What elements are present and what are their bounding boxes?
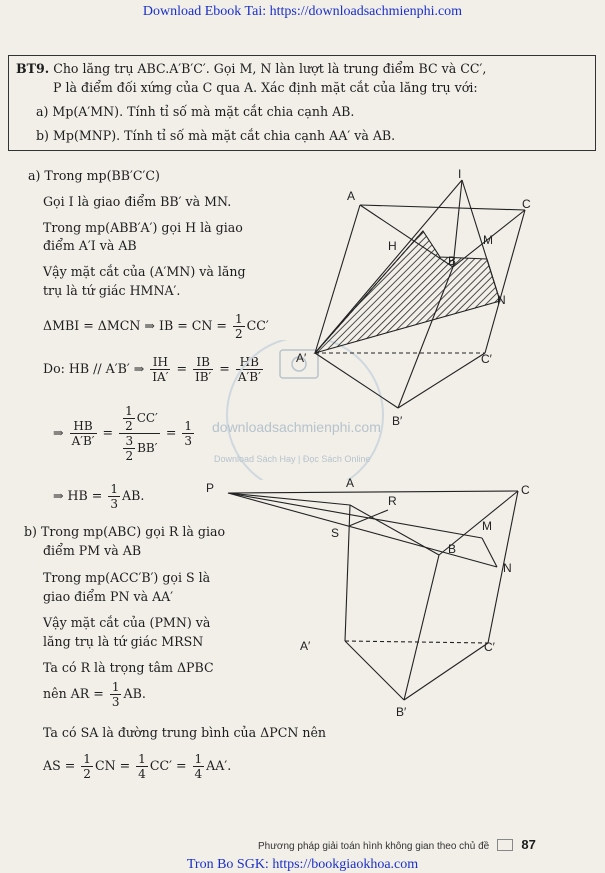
fig-a-label-c: C	[522, 197, 531, 211]
fig-b-label-r: R	[388, 494, 397, 508]
fig-a-label-b: B	[448, 254, 457, 268]
problem-line-1: Cho lăng trụ ABC.A′B′C′. Gọi M, N làn lượt là trung điểm BC và CC′,	[53, 61, 487, 76]
equation-triangle-congruence	[43, 312, 269, 341]
equation-hb-ratio: ⇒ $\frac{HB}{A'B'}$ = $\frac{1}{2}$ CC′ $\frac{3}{2}$ BB′ = $\frac{1}{3}$	[53, 404, 193, 463]
fig-b-label-a1: A′	[300, 639, 311, 653]
fig-b-label-b1: B′	[396, 705, 407, 719]
fraction-as-quarter-2: $\frac{1}{4}$	[194, 752, 203, 781]
solution-a-line-2: Trong mp(ABB′A′) gọi H là giao	[43, 220, 243, 235]
fig-a-label-m: M	[483, 233, 493, 247]
footer-title: Phương pháp giải toán hình không gian theo chủ đề	[258, 841, 490, 852]
fig-a-label-c1: C′	[481, 352, 492, 366]
solution-a-line-1: Gọi I là giao điểm BB′ và MN.	[43, 194, 232, 209]
fig-b-label-a: A	[346, 476, 355, 490]
equation-as: AS = $\frac{1}{2}$ CN = $\frac{1}{4}$ CC′ = $\frac{1}{4}$ AA′.	[43, 752, 232, 781]
solution-a-line-3: điểm A′I và AB	[43, 238, 137, 253]
solution-b-line-7: Ta có R là trọng tâm ΔPBC	[43, 660, 214, 675]
fraction-compound: $\frac{1}{2}$ CC′ $\frac{3}{2}$ BB′	[119, 404, 160, 463]
problem-part-a: a) Mp(A′MN). Tính tỉ số mà mặt cắt chia cạnh AB.	[36, 104, 355, 119]
fraction-ih-ia: $\frac{IH}{IA'}$	[152, 355, 169, 384]
fig-b-label-b: B	[448, 542, 457, 556]
fig-b-label-c1: C′	[484, 640, 495, 654]
fraction-hb-third: $\frac{1}{3}$	[110, 482, 119, 511]
page-number: 87	[521, 837, 536, 852]
solution-a-line-5: trụ là tứ giác HMNA′.	[43, 283, 181, 298]
fraction-ar-third: $\frac{1}{3}$	[111, 680, 120, 709]
solution-a-line-4: Vậy mặt cắt của (A′MN) và lăng	[43, 264, 246, 279]
solution-b-line-3: Trong mp(ACC′B′) gọi S là	[43, 570, 211, 585]
fig-a-label-b1: B′	[392, 414, 403, 428]
figure-b-edges	[228, 491, 518, 700]
fraction-hb-ab: $\frac{HB}{A'B'}$	[237, 355, 261, 384]
page-footer	[258, 834, 536, 853]
fig-a-label-a: A	[347, 189, 356, 203]
solution-b-line-2: điểm PM và AB	[43, 543, 142, 558]
eq1-right: CC′	[246, 318, 269, 333]
fig-b-label-n: N	[503, 561, 512, 575]
solution-b-line-1: b) Trong mp(ABC) gọi R là giao	[24, 524, 226, 539]
solution-b-line-6: lăng trụ là tứ giác MRSN	[43, 634, 204, 649]
equation-hb-result: ⇒ HB = $\frac{1}{3}$ AB.	[53, 482, 145, 511]
header-download-link[interactable]: Download Ebook Tai: https://downloadsachmienphi.com	[142, 4, 463, 19]
solution-a-heading: a) Trong mp(BB′C′C)	[28, 168, 160, 183]
footer-icon	[497, 839, 513, 851]
footer-sgk-link[interactable]: Tron Bo SGK: https://bookgiaokhoa.com	[186, 857, 419, 872]
solution-b-line-9: Ta có SA là đường trung bình của ΔPCN nên	[43, 725, 327, 740]
solution-b-line-4: giao điểm PN và AA′	[43, 589, 174, 604]
eq2-prefix: Do: HB // A′B′ ⇒	[43, 361, 145, 376]
fraction-hb-over-ab: $\frac{HB}{A'B'}$	[71, 419, 95, 448]
fraction-ib-ib: $\frac{IB}{IB'}$	[195, 355, 212, 384]
fig-b-label-s: S	[331, 526, 340, 540]
fig-b-label-m: M	[482, 519, 492, 533]
fig-a-label-i: I	[458, 167, 462, 181]
fig-a-label-n: N	[497, 293, 506, 307]
fraction-as-half: $\frac{1}{2}$	[83, 752, 91, 781]
fig-b-label-p: P	[206, 481, 215, 495]
fig-a-label-h: H	[388, 239, 397, 253]
solution-b-line-5: Vậy mặt cắt của (PMN) và	[43, 615, 211, 630]
problem-label: BT9.	[16, 61, 50, 76]
fig-a-label-a1: A′	[296, 351, 307, 365]
watermark-site: downloadsachmienphi.com	[212, 419, 381, 435]
eq3-arrow: ⇒	[53, 425, 64, 440]
problem-statement	[16, 61, 486, 76]
equation-parallel-ratio: Do: HB // A′B′ ⇒ $\frac{IH}{IA'}$ = $\frac{IB}{IB'}$ = $\frac{HB}{A'B'}$	[43, 355, 261, 384]
watermark-tagline: Download Sách Hay | Đọc Sách Online	[214, 454, 371, 464]
equation-ar: nên AR = $\frac{1}{3}$ AB.	[43, 680, 146, 709]
figure-a-edges	[315, 180, 525, 408]
fraction-one-half: $\frac{1}{2}$	[235, 312, 243, 341]
fraction-one-third: $\frac{1}{3}$	[184, 419, 193, 448]
eq1-left: ΔMBI = ΔMCN ⇒ IB = CN =	[43, 318, 227, 333]
figure-b-prism	[200, 470, 545, 720]
fraction-as-quarter-1: $\frac{1}{4}$	[138, 752, 146, 781]
problem-line-2: P là điểm đối xứng của C qua A. Xác định mặt cắt của lăng trụ với:	[53, 80, 478, 95]
problem-part-b: b) Mp(MNP). Tính tỉ số mà mặt cắt chia cạnh AA′ và AB.	[36, 128, 396, 143]
fig-b-label-c: C	[521, 483, 530, 497]
figure-a-prism	[290, 160, 600, 450]
